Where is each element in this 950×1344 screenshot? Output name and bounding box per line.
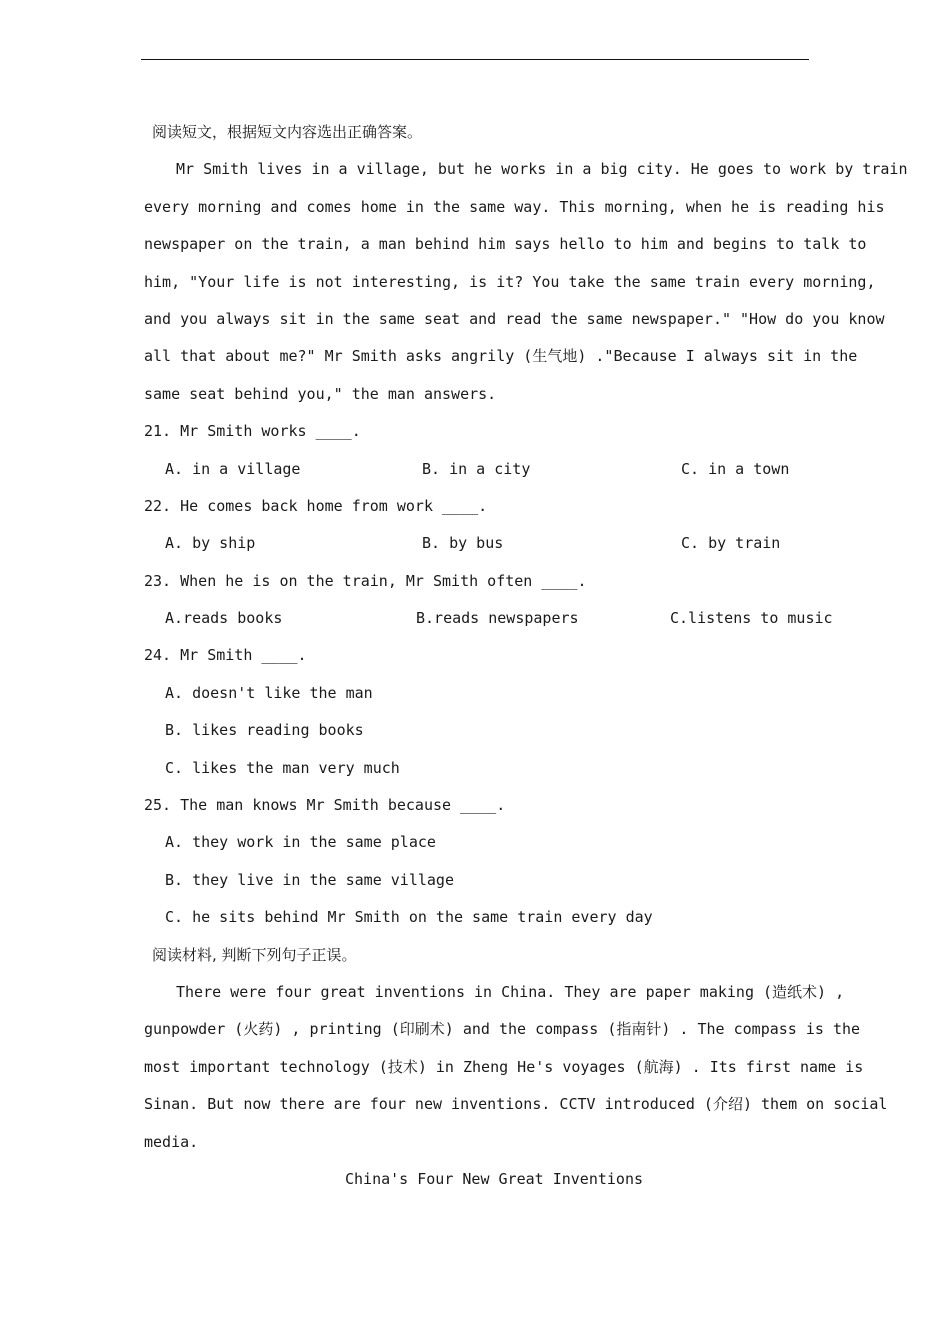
option-b: B.reads newspapers xyxy=(416,609,579,628)
passage1-line: all that about me?" Mr Smith asks angrily (生气地) ."Because I always sit in the xyxy=(144,347,858,366)
option-c: C. by train xyxy=(681,534,781,553)
passage2-line: Sinan. But now there are four new inventions. CCTV introduced (介绍) them on social xyxy=(144,1095,888,1114)
passage1-line: newspaper on the train, a man behind him says hello to him and begins to talk to xyxy=(144,235,867,254)
option-a: A.reads books xyxy=(165,609,283,628)
question-23-stem: 23. When he is on the train, Mr Smith often ____. xyxy=(144,571,587,590)
question-24-stem: 24. Mr Smith ____. xyxy=(144,646,307,665)
question-21-options xyxy=(144,451,844,488)
passage1-line: same seat behind you," the man answers. xyxy=(144,384,497,403)
passage1-line: him, "Your life is not interesting, is it? You take the same train every morning, xyxy=(144,272,876,291)
option-b: B. they live in the same village xyxy=(165,870,454,889)
passage1-line: and you always sit in the same seat and read the same newspaper." "How do you know xyxy=(144,309,885,328)
passage2-line: media. xyxy=(144,1132,199,1151)
option-c: C.listens to music xyxy=(670,609,833,628)
option-a: A. doesn't like the man xyxy=(165,683,373,702)
section2-instruction: 阅读材料, 判断下列句子正误。 xyxy=(152,945,357,964)
header-rule xyxy=(141,59,809,60)
passage1-line: every morning and comes home in the same way. This morning, when he is reading his xyxy=(144,197,885,216)
option-b: B. by bus xyxy=(422,534,504,553)
option-b: B. in a city xyxy=(422,459,531,478)
option-a: A. they work in the same place xyxy=(165,833,436,852)
option-c: C. likes the man very much xyxy=(165,758,400,777)
option-c: C. in a town xyxy=(681,459,790,478)
option-c: C. he sits behind Mr Smith on the same train every day xyxy=(165,908,653,927)
passage2-line: There were four great inventions in China. They are paper making (造纸术) , xyxy=(176,982,845,1001)
option-b: B. likes reading books xyxy=(165,721,364,740)
passage2-line: gunpowder (火药) , printing (印刷术) and the compass (指南针) . The compass is the xyxy=(144,1020,861,1039)
section2-heading: China's Four New Great Inventions xyxy=(344,1169,643,1188)
document-body xyxy=(144,114,908,1198)
passage2-line: most important technology (技术) in Zheng He's voyages (航海) . Its first name is xyxy=(144,1057,864,1076)
question-23-options xyxy=(144,600,844,637)
question-25-stem: 25. The man knows Mr Smith because ____. xyxy=(144,796,506,815)
section1-instruction: 阅读短文，根据短文内容选出正确答案。 xyxy=(152,123,423,141)
option-a: A. in a village xyxy=(165,459,301,478)
question-22-stem: 22. He comes back home from work ____. xyxy=(144,496,488,515)
question-22-options xyxy=(144,525,844,562)
option-a: A. by ship xyxy=(165,534,256,553)
question-21-stem: 21. Mr Smith works ____. xyxy=(144,422,361,441)
passage1-line: Mr Smith lives in a village, but he works in a big city. He goes to work by train xyxy=(176,160,908,179)
